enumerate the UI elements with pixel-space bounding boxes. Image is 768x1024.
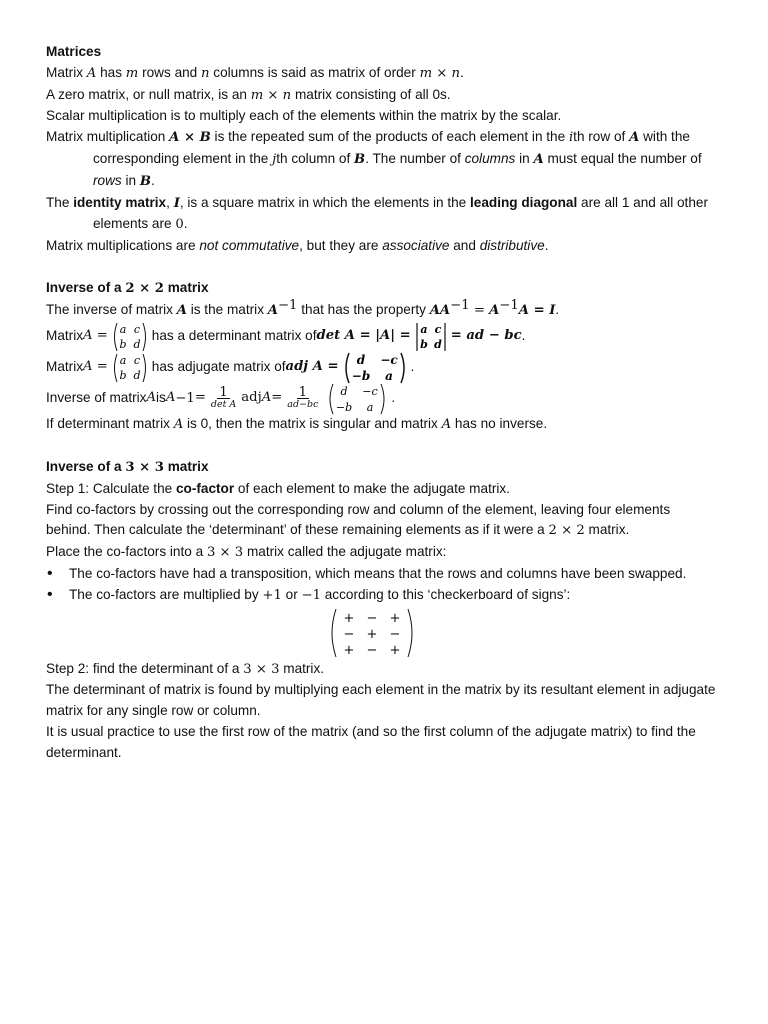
list-item: • The co-factors have had a transposition, which means that the rows and columns have been swapped.: [46, 564, 718, 585]
inverse-adjugate-matrix: [326, 383, 388, 415]
step1-line: Step 1: Calculate the co-factor of each element to make the adjugate matrix.: [46, 480, 510, 496]
sign-cell: −: [366, 610, 378, 626]
fraction-one-over-det: $\frac{1}{\text{det A}}$: [210, 385, 237, 411]
adjugate-line: Matrix A = a c b d has adjugate matrix of adj A = d −c −b a .: [46, 352, 415, 383]
matrix-cell: −c: [379, 352, 398, 367]
matrix-cell: c: [434, 322, 442, 336]
sign-cell: +: [366, 626, 378, 642]
matrix-cell: c: [133, 353, 140, 367]
determinant-description: The determinant of matrix is found by multiplying each element in the matrix by its resultant element in adjugate matrix for any single row or column.: [46, 682, 716, 719]
matrix-cell: d: [133, 368, 141, 382]
cofactor-paragraph: Find co-factors by crossing out the corresponding row and column of the element, leaving four elements behind. Then calculate the ‘determinant’ of these remaining elements as if it were a 2 × 2 matrix.: [46, 501, 671, 539]
matrix-cell: d: [133, 337, 141, 351]
inverse-formula-line: Inverse of matrix A is A −1 = $\frac{1}{\text{det A}}$ adj A = $\frac{1}{ad-bc}$ d −c −b a .: [46, 384, 396, 414]
sign-cell: −: [389, 626, 401, 642]
place-cofactors-line: Place the co-factors into a 3 × 3 matrix called the adjugate matrix:: [46, 544, 447, 561]
identity-matrix-paragraph: The identity matrix, I, is a square matrix in which the elements in the leading diagonal are all 1 and all other elements are 0.: [46, 194, 708, 233]
matrix-cell: d: [433, 337, 442, 351]
sign-cell: −: [366, 642, 378, 658]
matrix-cell: d: [356, 352, 365, 367]
checkerboard-of-signs: [26, 607, 718, 659]
sign-cell: −: [343, 626, 355, 642]
matrix-cell: a: [420, 322, 428, 336]
matrix-cell: b: [419, 337, 428, 351]
sign-cell: +: [343, 642, 355, 658]
commutative-line: Matrix multiplications are not commutative, but they are associative and distributive.: [46, 238, 549, 254]
matrix-cell: a: [119, 322, 127, 336]
sign-cell: +: [389, 610, 401, 626]
step2-line: Step 2: find the determinant of a 3 × 3 matrix.: [46, 660, 325, 677]
sign-cell: +: [343, 610, 355, 626]
matrix-cell: d: [340, 384, 348, 398]
matrix-abcd: [111, 353, 149, 383]
matrix-cell: a: [119, 353, 127, 367]
inverse-property-line: The inverse of matrix A is the matrix $A^{-1}$ that has the property $AA^{-1} = A^{-1}A = I$.: [46, 297, 560, 318]
singular-line: If determinant matrix A is 0, then the matrix is singular and matrix A has no inverse.: [46, 416, 548, 433]
document-body: [46, 42, 718, 764]
section-heading-matrices: Matrices: [46, 44, 102, 59]
scalar-multiplication-line: Scalar multiplication is to multiply each of the elements within the matrix by the scalar.: [46, 108, 562, 124]
matrix-abcd: [111, 322, 149, 352]
matrix-cell: a: [367, 400, 374, 414]
zero-matrix-line: A zero matrix, or null matrix, is an m × n matrix consisting of all 0s.: [46, 86, 451, 103]
section-heading-inverse-2x2: Inverse of a 2 × 2 matrix: [46, 279, 209, 296]
section-heading-inverse-3x3: Inverse of a 3 × 3 matrix: [46, 458, 209, 475]
list-item: • The co-factors are multiplied by +1 or −1 according to this ‘checkerboard of signs’:: [46, 585, 718, 607]
matrix-cell: b: [119, 368, 127, 382]
matrix-cell: a: [384, 368, 393, 383]
matrix-cell: c: [133, 322, 140, 336]
spacer: [46, 257, 718, 278]
determinant-line: Matrix A = a c b d has a determinant matrix of det A = |A| = a c b d = ad − bc .: [46, 322, 526, 351]
matrix-cell: −b: [351, 368, 370, 383]
usual-practice-paragraph: It is usual practice to use the first row of the matrix (and so the first column of the adjugate matrix) to find the determinant.: [46, 723, 696, 760]
fraction-one-over-ad-bc: $\frac{1}{ad-bc}$: [287, 385, 319, 411]
matrix-order-line: Matrix A has m rows and n columns is said as matrix of order m × n.: [46, 64, 464, 81]
matrix-cell: −c: [362, 384, 379, 398]
adjugate-matrix: [342, 352, 408, 384]
matrix-cell: −b: [336, 400, 353, 414]
sign-cell: +: [389, 642, 401, 658]
determinant-matrix-abcd: [414, 322, 448, 352]
matrix-multiplication-paragraph: Matrix multiplication A × B is the repeated sum of the products of each element in the ith row of A with the corresponding element in the jth column of B. The number of columns in A must equal the number of rows in B.: [46, 129, 702, 189]
matrix-cell: b: [119, 337, 127, 351]
checkerboard-matrix: [327, 607, 417, 659]
spacer: [46, 436, 718, 457]
cofactor-bullet-list: [46, 564, 718, 607]
